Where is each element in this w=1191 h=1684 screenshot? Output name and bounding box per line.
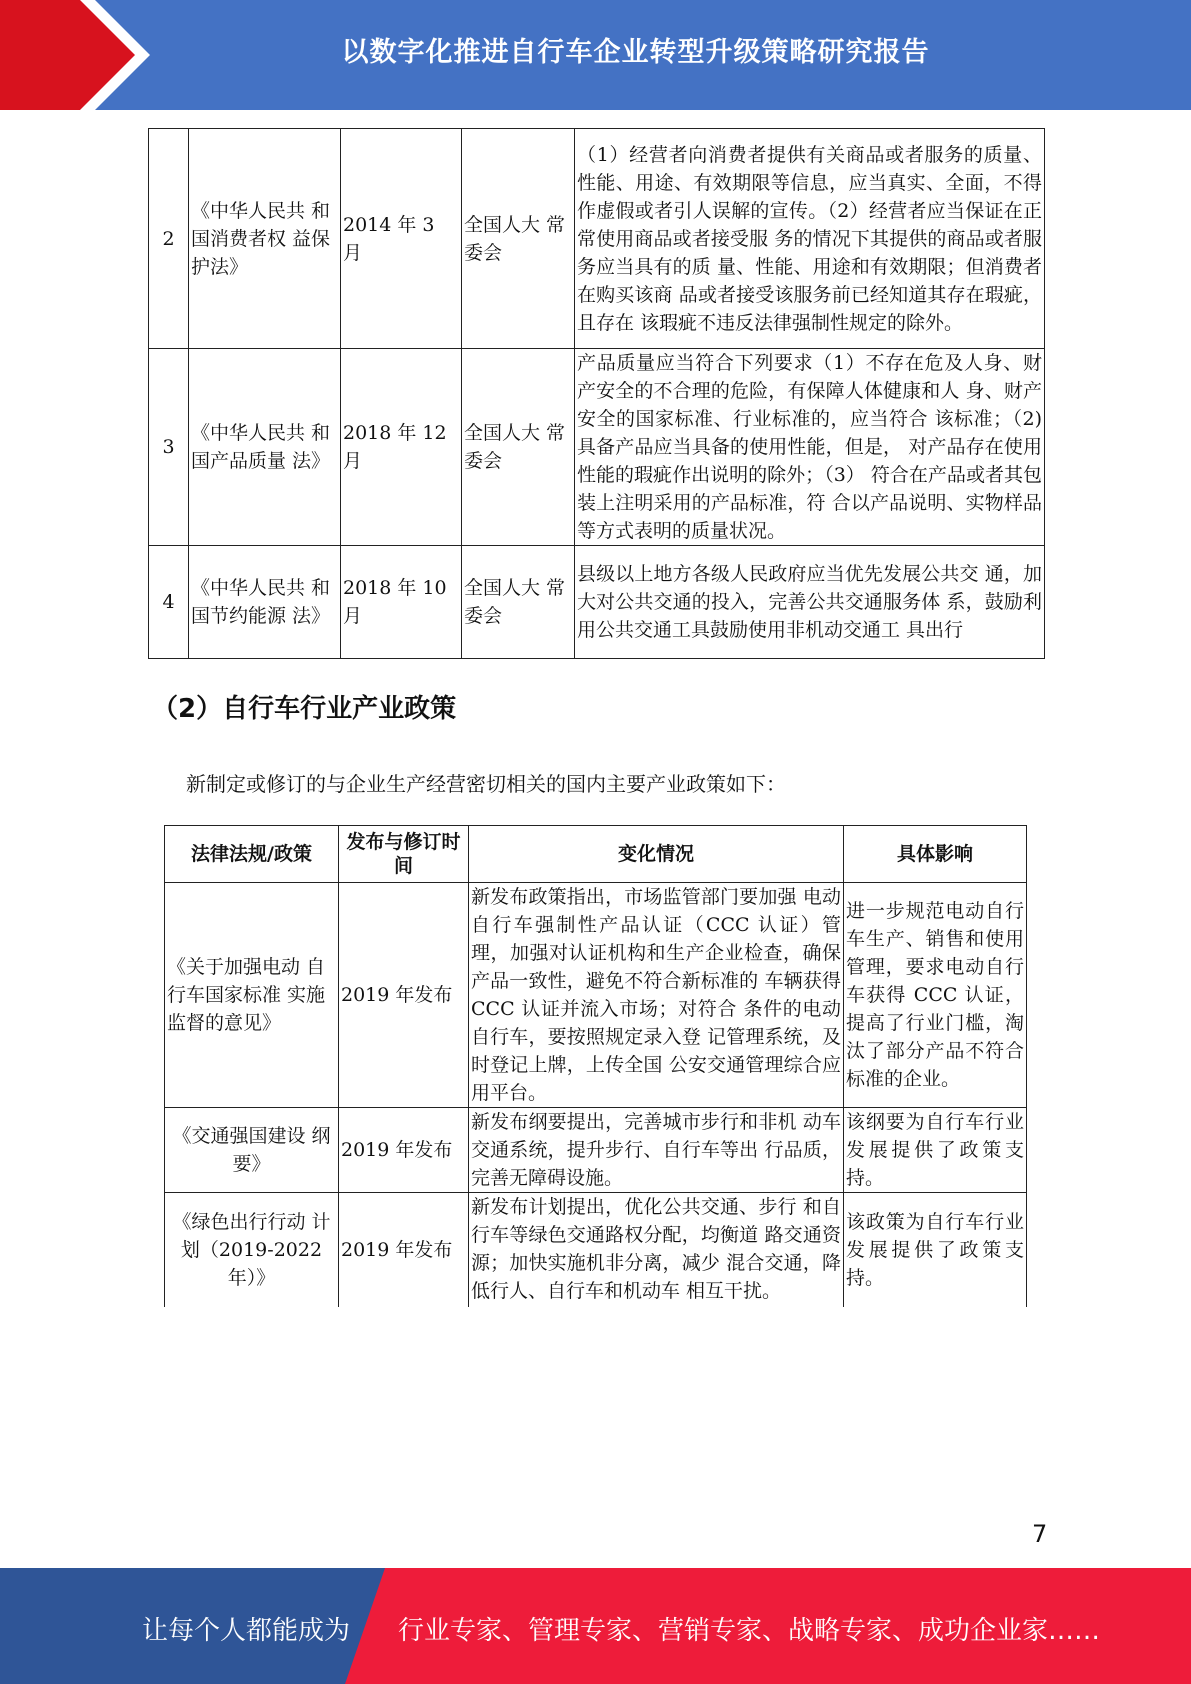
page-number: 7 [1032,1520,1048,1548]
header-title: 以数字化推进自行车企业转型升级策略研究报告 [341,37,930,68]
laws-table [148,128,1045,659]
policy-impact: 该政策为自行车行业发展提供了政策支持。 [844,1193,1027,1307]
law-date: 2018 年 10 月 [341,546,462,659]
law-issuer: 全国人大 常委会 [462,349,575,546]
law-name: 《中华人民共 和国节约能源 法》 [189,546,341,659]
policy-change: 新发布政策指出，市场监管部门要加强 电动自行车强制性产品认证（CCC 认证）管理，加强对认证机构和生产企业检查，确保产品一致性，避免不符合新标准的 车辆获得 CCC 认证并流入市场；对符合 条件的电动自行车，要按照规定录入登 记管理系统，及时登记上牌，上传全国 公安交通管理综合应用平台。 [469,883,844,1108]
law-content: （1）经营者向消费者提供有关商品或者服务的质量、性能、用途、有效期限等信息，应当真实、全面，不得作虚假或者引人误解的宣传。（2）经营者应当保证在正常使用商品或者接受服 务的情况下其提供的商品或者服务应当具有的质 量、性能、用途和有效期限；但消费者在购买该商 品或者接受该服务前已经知道其存在瑕疵，且存在 该瑕疵不违反法律强制性规定的除外。 [575,129,1045,349]
column-header: 发布与修订时间 [339,826,469,883]
table-row [149,546,1045,659]
table-row [165,883,1027,1108]
policy-date: 2019 年发布 [339,883,469,1108]
row-number: 3 [149,349,189,546]
policy-impact: 进一步规范电动自行车生产、销售和使用管理，要求电动自行车获得 CCC 认证，提高了行业门槛，淘汰了部分产品不符合标准的企业。 [844,883,1027,1108]
policy-date: 2019 年发布 [339,1108,469,1193]
law-date: 2014 年 3 月 [341,129,462,349]
column-header: 变化情况 [469,826,844,883]
law-name: 《中华人民共 和国产品质量 法》 [189,349,341,546]
law-issuer: 全国人大 常委会 [462,546,575,659]
policy-date: 2019 年发布 [339,1193,469,1307]
law-issuer: 全国人大 常委会 [462,129,575,349]
law-content: 县级以上地方各级人民政府应当优先发展公共交 通，加大对公共交通的投入，完善公共交通服务体 系，鼓励利用公共交通工具鼓励使用非机动交通工 具出行 [575,546,1045,659]
section-intro: 新制定或修订的与企业生产经营密切相关的国内主要产业政策如下： [186,772,786,796]
policy-change: 新发布计划提出，优化公共交通、步行 和自行车等绿色交通路权分配，均衡道 路交通资源；加快实施机非分离，减少 混合交通，降低行人、自行车和机动车 相互干扰。 [469,1193,844,1307]
policy-name: 《关于加强电动 自行车国家标准 实施监督的意见》 [165,883,339,1108]
page-footer [0,1568,1191,1684]
page-header [0,0,1191,110]
table-row [149,349,1045,546]
law-date: 2018 年 12 月 [341,349,462,546]
policy-name: 《绿色出行行动 计划（2019-2022 年）》 [165,1193,339,1307]
policy-name: 《交通强国建设 纲要》 [165,1108,339,1193]
column-header: 具体影响 [844,826,1027,883]
footer-slogan-left: 让每个人都能成为 [142,1616,351,1646]
table-row [149,129,1045,349]
table-row [165,1193,1027,1307]
row-number: 4 [149,546,189,659]
column-header: 法律法规/政策 [165,826,339,883]
table-row [165,1108,1027,1193]
policy-impact: 该纲要为自行车行业发展提供了政策支持。 [844,1108,1027,1193]
policy-table [164,825,1027,1307]
section-heading: （2）自行车行业产业政策 [152,694,457,724]
law-content: 产品质量应当符合下列要求（1）不存在危及人身、财产安全的不合理的危险，有保障人体健康和人 身、财产安全的国家标准、行业标准的，应当符合 该标准；（2)具备产品应当具备的使用性能，但是， 对产品存在使用性能的瑕疵作出说明的除外；（3） 符合在产品或者其包装上注明采用的产品标准，符 合以产品说明、实物样品等方式表明的质量状况。 [575,349,1045,546]
law-name: 《中华人民共 和国消费者权 益保护法》 [189,129,341,349]
footer-slogan-right: 行业专家、管理专家、营销专家、战略专家、成功企业家…… [398,1616,1101,1646]
policy-change: 新发布纲要提出，完善城市步行和非机 动车交通系统，提升步行、自行车等出 行品质，完善无障碍设施。 [469,1108,844,1193]
row-number: 2 [149,129,189,349]
table-header-row [165,826,1027,883]
